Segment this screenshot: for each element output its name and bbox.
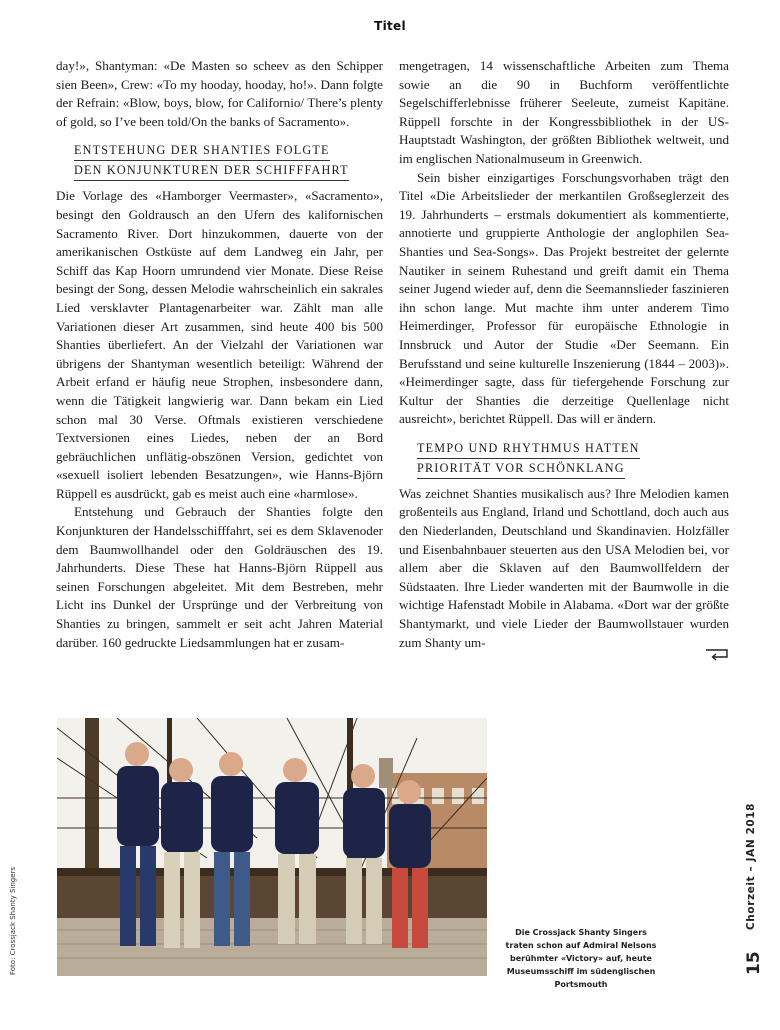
subheading-line: PRIORITÄT VOR SCHÖNKLANG bbox=[417, 459, 625, 479]
section-label: Titel bbox=[374, 19, 406, 33]
page-number: 15 bbox=[744, 951, 764, 975]
paragraph: Was zeichnet Shanties musikalisch aus? Ihre Melodien kamen großenteils aus England, Irland und Schottland, doch auch aus den Niederlanden, Deutschland und Skandinavien. Holzfäller und Eisenbahnbauer steuerten aus den USA Melodien bei, vor allem aber die Sklaven auf den Baumwollfeldern der Südstaaten. Ihre Lieder wanderten mit der Baumwolle in die wichtige Hafenstadt Mobile in Alabama. «Dort war der größte Shantymarkt, und viele Lieder der Baumwollstauer wurden zum Shanty um- bbox=[399, 485, 729, 650]
subheading-line: DEN KONJUNKTUREN DER SCHIFFFAHRT bbox=[74, 161, 349, 181]
photo-caption: Die Crossjack Shanty Singers traten schon auf Admiral Nelsons berühmter «Victory» auf, heute Museumsschiff im südenglischen Portsmouth bbox=[505, 928, 657, 989]
paragraph: day!», Shantyman: «De Masten so scheev as den Schipper sien Been», Crew: «To my hooday, hooday, ho!». Dann folgte der Refrain: «Blow, boys, blow, for Californio/ There’s plenty of gold, so I’ve been told/On the banks of Sacramento». bbox=[56, 58, 383, 129]
magazine-issue: Chorzeit – JAN 2018 bbox=[745, 802, 757, 930]
article-column-right bbox=[399, 57, 729, 652]
subheading-line: ENTSTEHUNG DER SHANTIES FOLGTE bbox=[74, 141, 330, 161]
subheading bbox=[74, 141, 383, 181]
group-photo bbox=[57, 718, 487, 976]
article-column-left bbox=[56, 57, 383, 652]
paragraph: Sein bisher einzigartiges Forschungsvorhaben trägt den Titel «Die Arbeitslieder der merkantilen Großseglerzeit des 19. Jahrhunderts – erstmals dokumentiert als kommentierte, annotierte und gruppierte Anthologie der anglophilen Sea-Shanties und Sea-Songs». Das Projekt bestreitet der gelernte Nautiker in seinem Ruhestand und greift damit ein Thema seiner Jugend wieder auf, denn die Seemannslieder faszinieren ihn schon lange. Mut machte ihm unter anderem Timo Heimerdinger, Professor für europäische Ethnologie in Innsbruck und Autor der Studie «Der Seemann. Ein Berufsstand und seine kulturelle Inszenierung (1844 – 2003)». «Heimerdinger sagte, dass für tiefergehende Forschung zur Kultur der Shanties die derzeitige Quellenlage nicht ausreicht», berichtet Rüppell. Das will er ändern. bbox=[399, 169, 729, 427]
subheading-line: TEMPO UND RHYTHMUS HATTEN bbox=[417, 439, 640, 459]
subheading bbox=[417, 439, 729, 479]
continue-arrow-icon bbox=[705, 644, 731, 662]
paragraph: mengetragen, 14 wissenschaftliche Arbeiten zum Thema sowie an die 90 in Buchform veröffentlichte Segelschifferlebnisse früherer Seeleute, zumeist Kapitäne. Rüppell forschte in der Kongressbibliothek in der US-Hauptstadt Washington, der größten Bibliothek weltweit, und im englischen Nationalmuseum in Greenwich. bbox=[399, 58, 729, 166]
photo-credit: Foto: Crossjack Shanty Singers bbox=[9, 866, 17, 975]
paragraph: Die Vorlage des «Hamborger Veermaster», «Sacramento», besingt den Goldrausch an den Ufern des kalifornischen Sacramento River. Dort hinzukommen, dauerte von der amerikanischen Ostküste auf dem Landweg ein Jahr, per Schiff das Kap Hoorn umrundend vier Monate. Diese Reise besingt der Song, dessen Melodie wahrscheinlich ein sakrales Lied versklavter Plantagenarbeiter war. Zählt man alle Variationen dieser Art zusammen, sind heute 400 bis 500 Shanties überliefert. An der Vielzahl der Variationen war übrigens der Shantyman wesentlich beteiligt: Während der Arbeit erfand er häufig neue Strophen, insbesondere dann, wenn die Tätigkeit langwierig war. Dann bekam ein Lied schon mal 30 Verse. Oftmals existieren verschiedene Textversionen eines Liedes, neben der an Bord gebräuchlichen unflätig-obszönen Version, gedichtet von «sexuell isoliert lebenden Besatzungen», wie Hanns-Björn Rüppell es ausdrückt, gab es meist auch eine «harmlose». bbox=[56, 188, 383, 501]
paragraph: Entstehung und Gebrauch der Shanties folgte den Konjunkturen der Handelsschifffahrt, sei es dem Sklavenoder dem Baumwollhandel oder den Goldräuschen des 19. Jahrhunderts. Diese These hat Hanns-Björn Rüppell aus seinen Forschungen abgeleitet. Mit dem Bestreben, mehr Licht ins Dunkel der Ursprünge und der Verbreitung von Shanties zu bringen, sammelt er seit acht Jahren Material darüber. 160 gedruckte Liedsammlungen hat er zusam- bbox=[56, 504, 383, 650]
